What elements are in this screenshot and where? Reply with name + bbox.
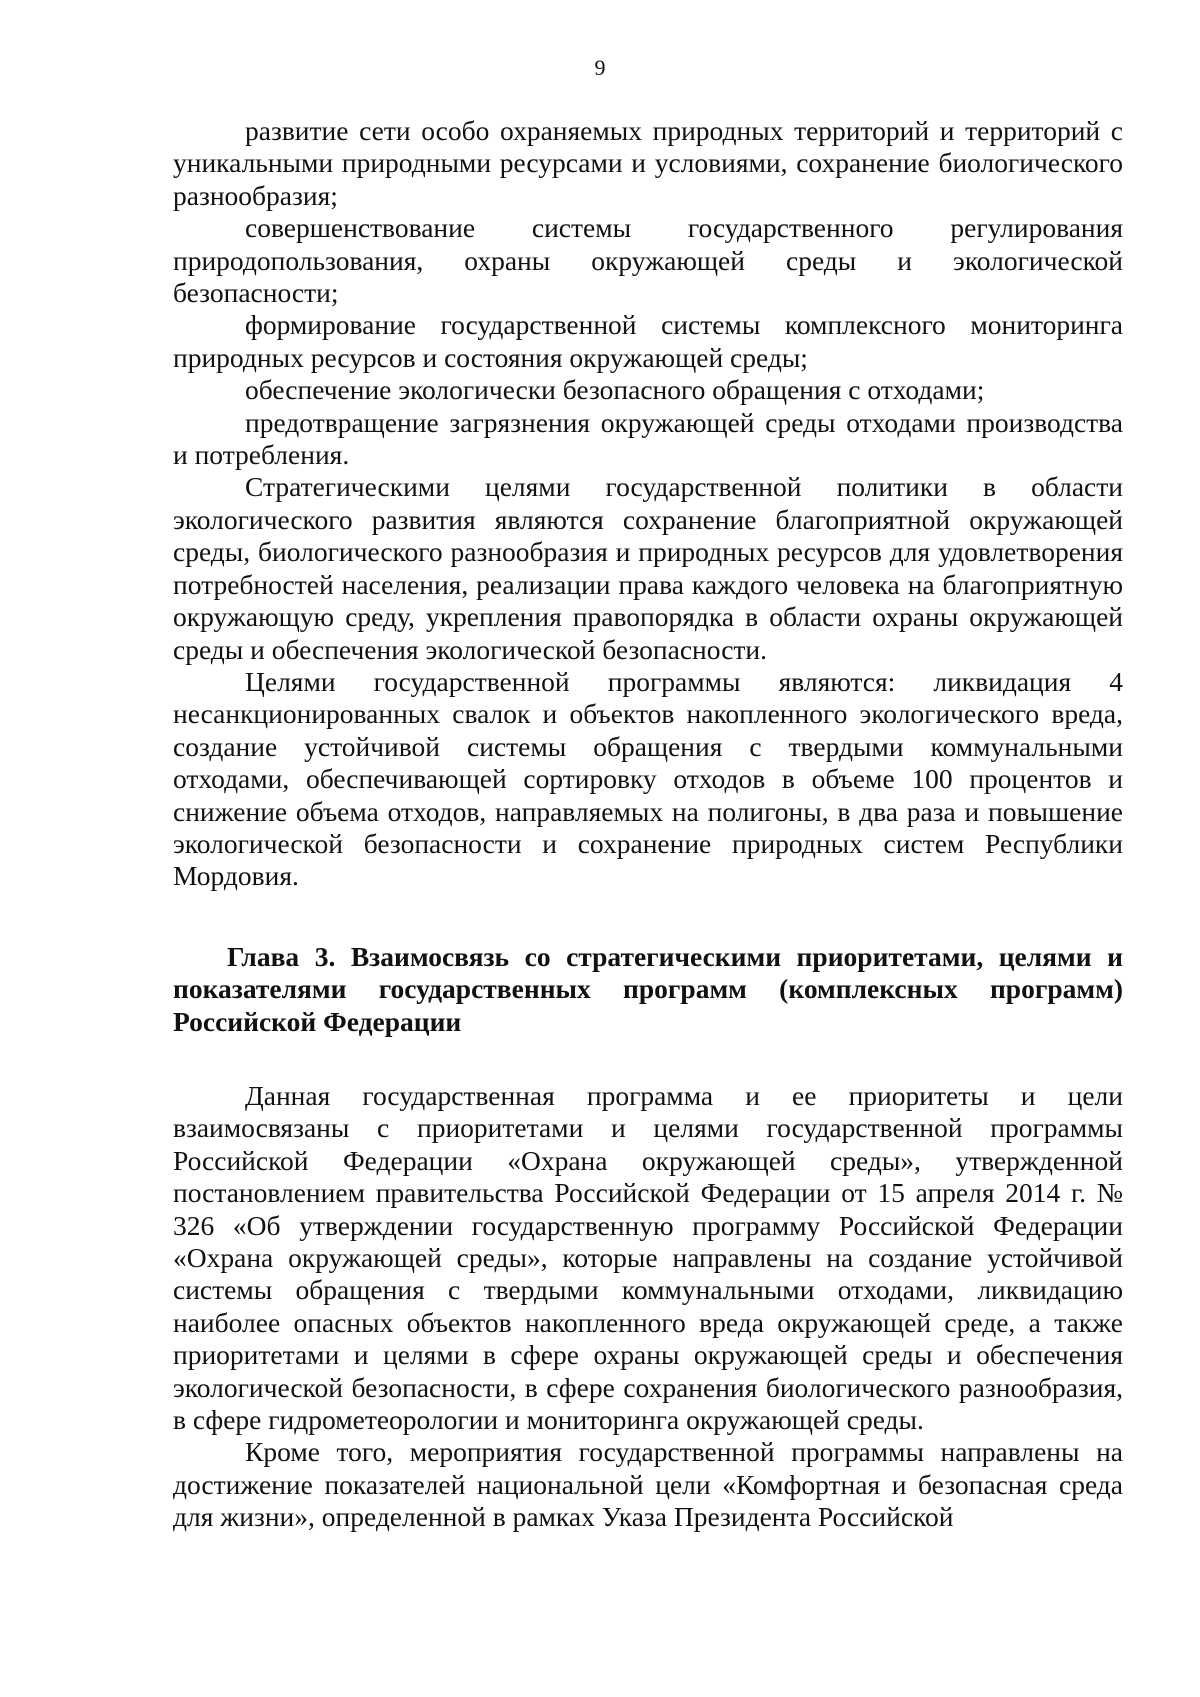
document-body [173,115,1123,1534]
paragraph-program-relation: Данная государственная программа и ее приоритеты и цели взаимосвязаны с приоритетами и целями государственной программы Российской Федерации «Охрана окружающей среды», утвержденной постановлением правительства Российской Федерации от 15 апреля 2014 г. № 326 «Об утверждении государственную программу Российской Федерации «Охрана окружающей среды», которые направлены на создание устойчивой системы обращения с твердыми коммунальными отходами, ликвидацию наиболее опасных объектов накопленного вреда окружающей среде, а также приоритетами и целями в сфере охраны окружающей среды и обеспечения экологической безопасности, в сфере сохранения биологического разнообразия, в сфере гидрометеорологии и мониторинга окружающей среды. [173,1079,1123,1436]
paragraph-strategic-goals: Стратегическими целями государственной политики в области экологического развития являются сохранение благоприятной окружающей среды, биологического разнообразия и природных ресурсов для удовлетворения потребностей населения, реализации права каждого человека на благоприятную окружающую среду, укрепления правопорядка в области охраны окружающей среды и обеспечения экологической безопасности. [173,471,1123,665]
paragraph-program-goals: Целями государственной программы являются: ликвидация 4 несанкционированных свалок и объектов накопленного экологического вреда, создание устойчивой системы обращения с твердыми коммунальными отходами, обеспечивающей сортировку отходов в объеме 100 процентов и снижение объема отходов, направляемых на полигоны, в два раза и повышение экологической безопасности и сохранение природных систем Республики Мордовия. [173,665,1123,892]
page-number: 9 [594,55,606,80]
paragraph-national-goal: Кроме того, мероприятия государственной программы направлены на достижение показателей национальной цели «Комфортная и безопасная среда для жизни», определенной в рамках Указа Президента Российской [173,1436,1123,1533]
paragraph-waste-handling: обеспечение экологически безопасного обращения с отходами; [245,374,985,406]
paragraph-monitoring-system: формирование государственной системы комплексного мониторинга природных ресурсов и состояния окружающей среды; [173,309,1123,373]
paragraph-regulation-improvement: совершенствование системы государственного регулирования природопользования, охраны окружающей среды и экологической безопасности; [173,212,1123,309]
chapter-heading: Глава 3. Взаимосвязь со стратегическими приоритетами, целями и показателями государственных программ (комплексных программ) Российской Федерации [173,940,1123,1037]
paragraph-pollution-prevention: предотвращение загрязнения окружающей среды отходами производства и потребления. [173,406,1123,471]
paragraph-protected-territories: развитие сети особо охраняемых природных территорий и территорий с уникальными природными ресурсами и условиями, сохранение биологического разнообразия; [173,115,1123,211]
